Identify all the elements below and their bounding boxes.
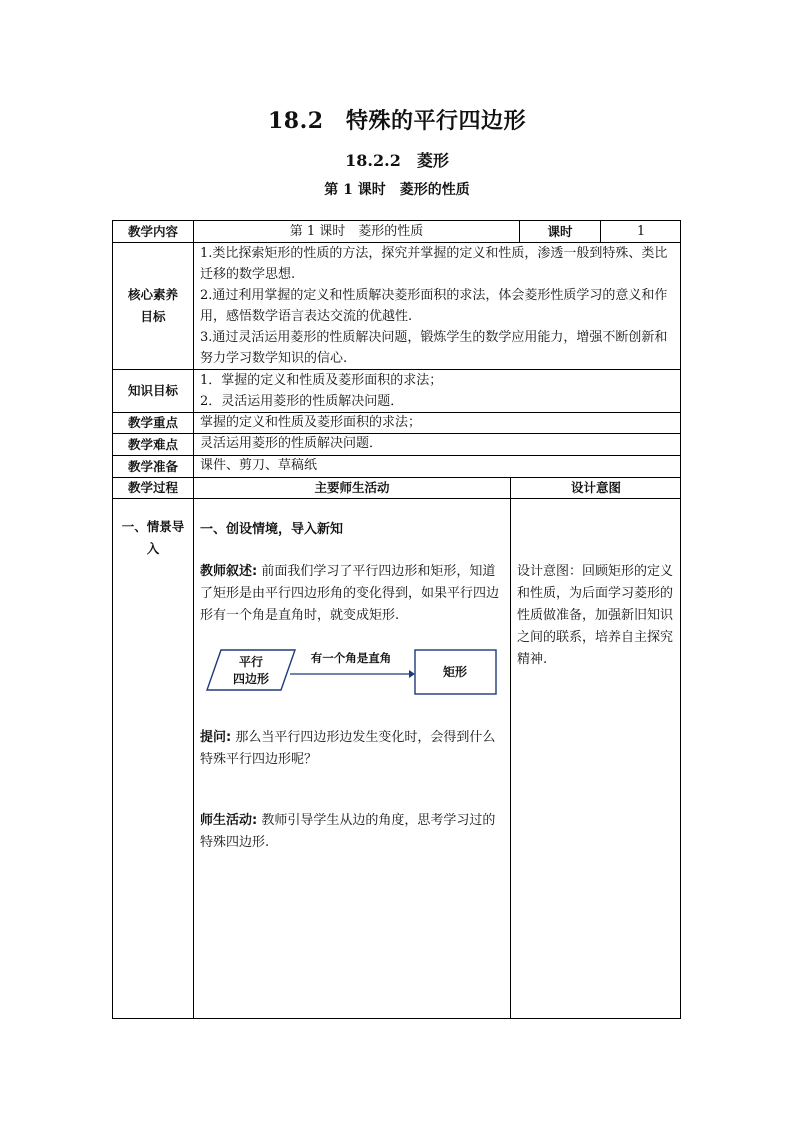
section-subtitle: 18.2.2 菱形 — [345, 151, 449, 170]
content-label: 教学内容 — [127, 223, 178, 239]
teacher-narration-text: 前面我们学习了平行四边形和矩形，知道了矩形是由平行四边形角的变化得到，如果平行四边形有一个角是直角时，就变成矩形. — [200, 564, 500, 623]
teacher-activity — [200, 810, 504, 854]
intent-header: 设计意图 — [570, 480, 621, 495]
key-point-value: 掌握的定义和性质及菱形面积的求法； — [200, 415, 422, 430]
prep-value: 课件、剪刀、草稿纸 — [200, 458, 318, 473]
question — [200, 727, 504, 771]
stage-label-text: 一、情景导入 — [121, 519, 185, 556]
teacher-activity-label: 师生活动: — [200, 813, 258, 828]
knowledge-goal-2: 2．灵活运用菱形的性质解决问题． — [200, 394, 404, 409]
knowledge-goals — [194, 370, 681, 412]
period-label: 课时 — [547, 223, 573, 239]
difficulty-label: 教学难点 — [127, 436, 178, 452]
literacy-goals — [194, 243, 681, 369]
section-title-text: 一、创设情境，导入新知 — [200, 522, 344, 537]
design-intent: 设计意图：回顾矩形的定义和性质，为后面学习菱形的性质做准备，加强新旧知识之间的联系，培养自主探究精神. — [517, 564, 674, 667]
parallelogram-label-line1: 平行 — [238, 655, 264, 669]
teacher-activity-text: 教师引导学生从边的角度，思考学习过的特殊四边形. — [200, 813, 496, 850]
literacy-goal-3: 3.通过灵活运用菱形的性质解决问题，锻炼学生的数学应用能力，增强不断创新和努力学习数学知识的信心. — [200, 330, 668, 366]
literacy-label-text: 核心素养目标 — [127, 287, 178, 324]
prep-label: 教学准备 — [127, 458, 178, 474]
process-label: 教学过程 — [127, 480, 178, 495]
difficulty-value: 灵活运用菱形的性质解决问题． — [200, 436, 383, 451]
stage-label — [113, 516, 193, 566]
literacy-goal-2: 2.通过利用掌握的定义和性质解决菱形面积的求法，体会菱形性质学习的意义和作用，感悟数学语言表达交流的优越性. — [200, 288, 668, 324]
knowledge-goal-1: 1．掌握的定义和性质及菱形面积的求法； — [200, 373, 443, 388]
parallelogram-label-line2: 四边形 — [232, 672, 270, 686]
teacher-narration — [200, 561, 504, 627]
literacy-label — [113, 243, 193, 369]
teacher-narration-label: 教师叙述: — [200, 564, 258, 579]
row-divider — [113, 498, 680, 499]
page-title: 18.2 特殊的平行四边形 — [267, 108, 527, 134]
content-value: 第 1 课时 菱形的性质 — [289, 223, 424, 239]
section-title — [200, 519, 504, 541]
key-point-label: 教学重点 — [127, 415, 178, 430]
question-label: 提问: — [200, 730, 232, 745]
parallelogram-to-rectangle-diagram — [203, 646, 503, 702]
period-value: 1 — [636, 223, 646, 239]
col-divider — [510, 477, 511, 1019]
rectangle-label: 矩形 — [442, 665, 468, 679]
knowledge-label: 知识目标 — [127, 383, 178, 398]
arrow-head-icon — [409, 670, 415, 678]
lesson-title: 第 1 课时 菱形的性质 — [324, 182, 470, 198]
question-text: 那么当平行四边形边发生变化时，会得到什么特殊平行四边形呢？ — [200, 730, 496, 767]
activity-header: 主要师生活动 — [314, 480, 390, 495]
arrow-label: 有一个角是直角 — [310, 651, 392, 665]
literacy-goal-1: 1.类比探索矩形的性质的方法，探究并掌握的定义和性质，渗透一般到特殊、类比迁移的数学思想. — [200, 246, 668, 282]
lesson-plan-table — [112, 220, 681, 1019]
